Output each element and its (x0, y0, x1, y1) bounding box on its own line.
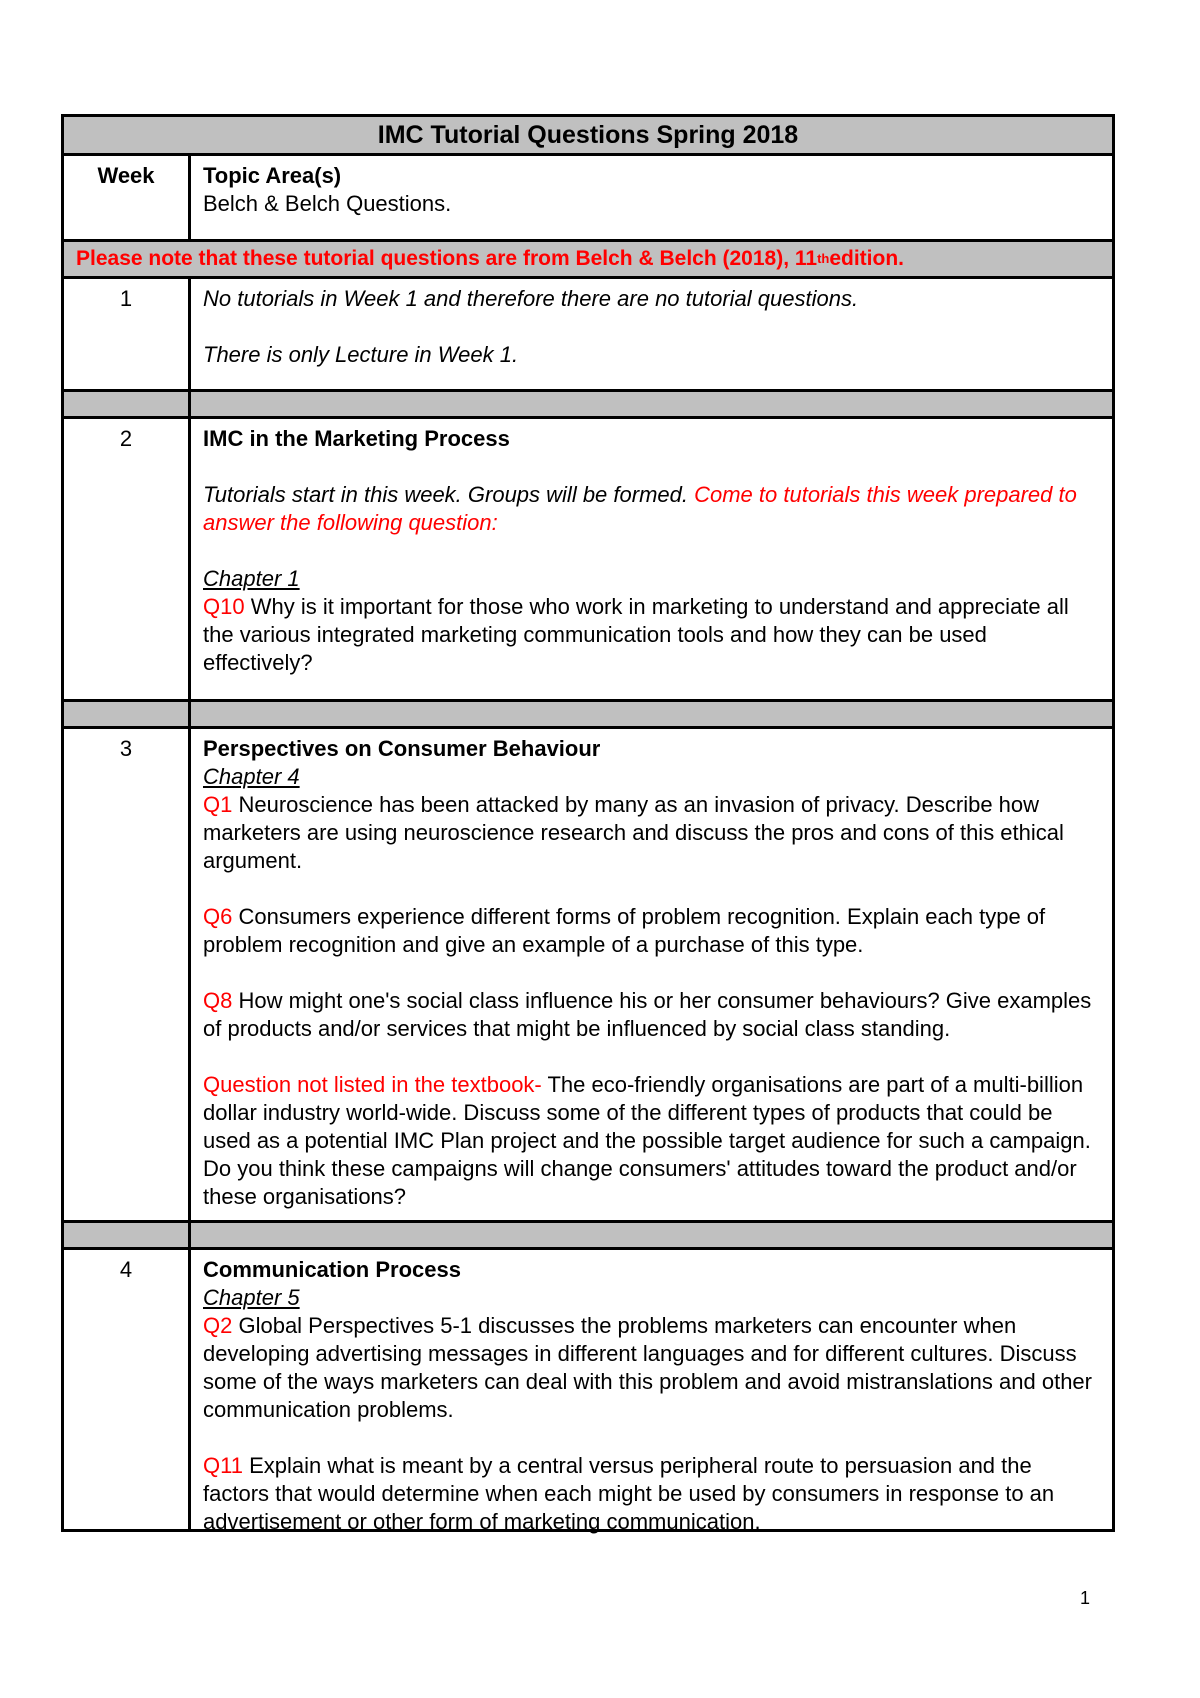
question: Q6 Consumers experience different forms of problem recognition. Explain each type of problem recognition and give an example of a purchase of this type. (203, 904, 1046, 957)
week-content (191, 419, 1112, 699)
question: Q10 Why is it important for those who work in marketing to understand and appreciate all the various integrated marketing communication tools and how they can be used effectively? (203, 594, 1069, 675)
week-intro: Tutorials start in this week. Groups will be formed. Come to tutorials this week prepared to answer the following question: (203, 482, 1077, 535)
chapter-label: Chapter 5 (203, 1285, 300, 1310)
week1-line2: There is only Lecture in Week 1. (203, 342, 519, 367)
chapter-label: Chapter 4 (203, 764, 300, 789)
question: Q8 How might one's social class influence his or her consumer behaviours? Give examples of products and/or services that might be influenced by social class standing. (203, 988, 1092, 1041)
week1-line1: No tutorials in Week 1 and therefore there are no tutorial questions. (203, 286, 859, 311)
question: Q2 Global Perspectives 5-1 discusses the problems marketers can encounter when developing advertising messages in different languages and for different cultures. Discuss some of the ways marketers can deal with this problem and avoid mistranslations and other communication problems. (203, 1313, 1092, 1422)
topic-sub: Belch & Belch Questions. (203, 191, 452, 216)
question: Q11 Explain what is meant by a central versus peripheral route to persuasion and the factors that would determine when each might be used by consumers in response to an advertisement or other form of marketing communication. (203, 1453, 1055, 1534)
note-text-end: edition. (829, 247, 905, 270)
edition-note: Please note that these tutorial questions are from Belch & Belch (2018), 11 th edition. (64, 239, 1112, 276)
week-row-4 (64, 1247, 1112, 1534)
week-number: 1 (64, 279, 191, 389)
tutorial-table (61, 114, 1115, 1532)
question: Q1 Neuroscience has been attacked by many as an invasion of privacy. Describe how marketers are using neuroscience research and discuss the pros and cons of this ethical argument. (203, 792, 1064, 873)
spacer-row (64, 389, 1112, 416)
spacer-row (64, 699, 1112, 726)
question: Question not listed in the textbook- The eco-friendly organisations are part of a multi-billion dollar industry world-wide. Discuss some of the different types of products that could be used as a potential IMC Plan project and the possible target audience for such a campaign. Do you think these campaigns will change consumers' attitudes toward the product and/or these organisations? (203, 1072, 1091, 1209)
week-content (191, 1250, 1112, 1534)
week-row-2 (64, 416, 1112, 699)
week-heading: Communication Process (203, 1257, 461, 1282)
week-column-header: Week (64, 156, 191, 239)
week-number: 2 (64, 419, 191, 699)
page-number: 1 (1079, 1588, 1090, 1608)
week-heading: IMC in the Marketing Process (203, 426, 510, 451)
chapter-label: Chapter 1 (203, 566, 300, 591)
week-heading: Perspectives on Consumer Behaviour (203, 736, 601, 761)
spacer-row (64, 1220, 1112, 1247)
week-number: 3 (64, 729, 191, 1220)
topic-column-header (191, 156, 1112, 239)
week-content (191, 279, 1112, 389)
header-row (64, 153, 1112, 239)
table-title: IMC Tutorial Questions Spring 2018 (64, 117, 1112, 153)
topic-label: Topic Area(s) (203, 163, 342, 188)
week-row-3 (64, 726, 1112, 1220)
week-content (191, 729, 1112, 1220)
week-row-1 (64, 276, 1112, 389)
note-text: Please note that these tutorial questions are from Belch & Belch (2018), 11 (76, 247, 818, 270)
week-number: 4 (64, 1250, 191, 1529)
